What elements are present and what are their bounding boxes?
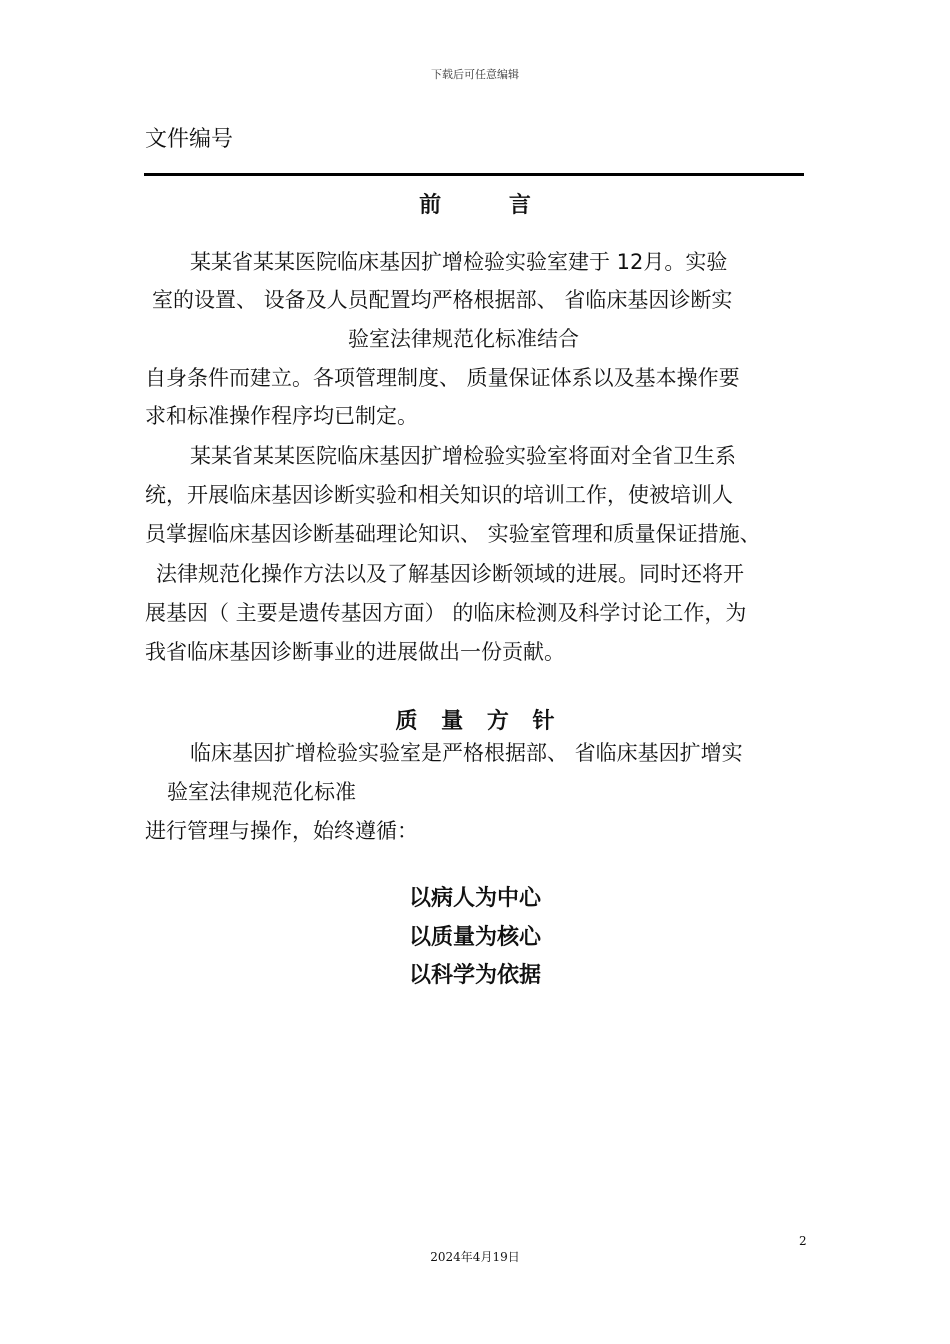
foreword-p1-line-1: 某某省某某医院临床基因扩增检验实验室建于 12月。实验 — [190, 250, 728, 274]
foreword-p2-line-1: 某某省某某医院临床基因扩增检验实验室将面对全省卫生系 — [190, 444, 736, 468]
policy-line-1: 临床基因扩增检验实验室是严格根据部、 省临床基因扩增实 — [190, 741, 743, 765]
footer-date: 2024年4月19日 — [430, 1250, 520, 1264]
foreword-p2-line-3: 员掌握临床基因诊断基础理论知识、 实验室管理和质量保证措施、 — [145, 522, 761, 546]
foreword-p2-line-6: 我省临床基因诊断事业的进展做出一份贡献。 — [145, 640, 565, 664]
policy-line-2: 验室法律规范化标准 — [167, 780, 356, 804]
foreword-p1-line-3: 验室法律规范化标准结合 — [348, 327, 579, 351]
header-note: 下载后可任意编辑 — [431, 68, 519, 81]
foreword-p2-line-4: 法律规范化操作方法以及了解基因诊断领域的进展。同时还将开 — [156, 562, 744, 586]
foreword-heading: 前 言 — [419, 193, 561, 218]
foreword-p1-line-5: 求和标准操作程序均已制定。 — [145, 404, 418, 428]
motto-1: 以病人为中心 — [408, 886, 541, 911]
foreword-p1-line-2: 室的设置、 设备及人员配置均严格根据部、 省临床基因诊断实 — [152, 288, 733, 312]
foreword-p2-line-5: 展基因（ 主要是遗传基因方面） 的临床检测及科学讨论工作，为 — [145, 601, 747, 625]
header-rule — [144, 173, 804, 176]
page-number: 2 — [799, 1234, 807, 1248]
motto-3: 以科学为依据 — [408, 963, 541, 988]
policy-line-3: 进行管理与操作，始终遵循： — [145, 819, 418, 843]
foreword-p2-line-2: 统，开展临床基因诊断实验和相关知识的培训工作，使被培训人 — [145, 483, 733, 507]
document-number-label: 文件编号 — [145, 127, 234, 152]
foreword-p1-line-4: 自身条件而建立。各项管理制度、 质量保证体系以及基本操作要 — [145, 366, 740, 390]
quality-policy-heading: 质 量 方 针 — [395, 709, 563, 734]
motto-2: 以质量为核心 — [408, 925, 541, 950]
